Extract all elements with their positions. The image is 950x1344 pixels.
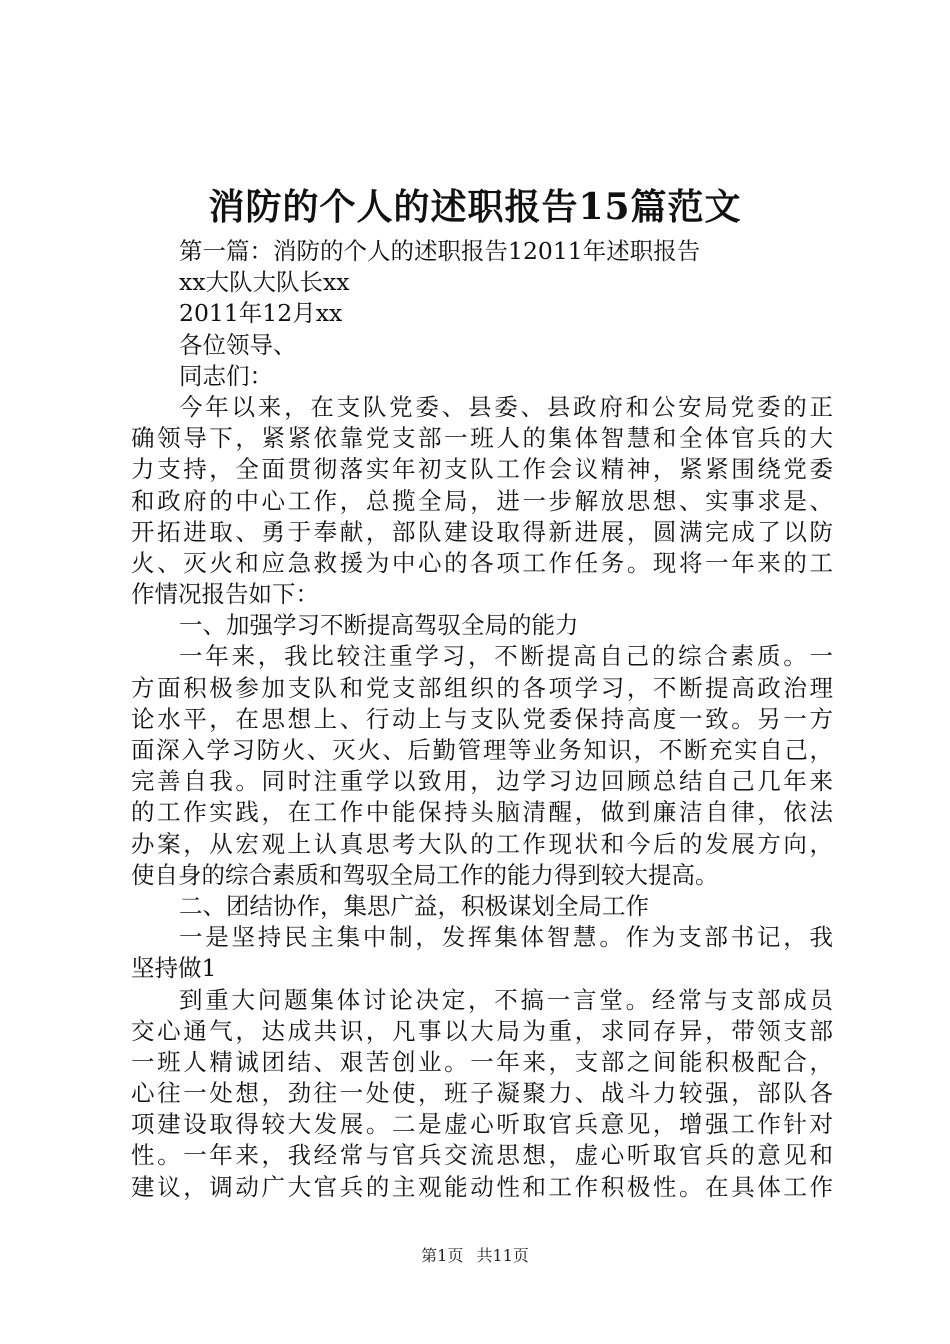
text-line: 2011年12月xx [179,299,343,328]
text-line: 作情况报告如下： [131,580,319,609]
page-number: 第1页 [421,1246,464,1265]
text-line: 一年来，我比较注重学习，不断提高自己的综合素质。一 [179,642,833,671]
text-line: 二、团结协作，集思广益，积极谋划全局工作 [179,891,649,920]
text-line: 同志们： [179,361,273,390]
text-line: xx大队大队长xx [179,268,350,297]
text-line: 各位领导、 [179,330,297,359]
text-line: 完善自我。同时注重学以致用，边学习边回顾总结自己几年来 [131,767,833,796]
text-line: 火、灭火和应急救援为中心的各项工作任务。现将一年来的工 [131,548,833,577]
text-line: 面深入学习防火、灭火、后勤管理等业务知识，不断充实自己， [131,736,833,764]
document-title: 消防的个人的述职报告15篇范文 [208,186,742,228]
text-line: 交心通气，达成共识，凡事以大局为重，求同存异，带领支部 [131,1016,833,1045]
text-line: 方面积极参加支队和党支部组织的各项学习，不断提高政治理 [131,673,833,702]
text-line: 心往一处想，劲往一处使，班子凝聚力、战斗力较强，部队各 [131,1079,833,1108]
document-body [131,236,833,1203]
text-line: 一是坚持民主集中制，发挥集体智慧。作为支部书记，我 [179,923,833,952]
text-line: 坚持做1 [131,954,217,983]
text-line: 的工作实践，在工作中能保持头脑清醒，做到廉洁自律，依法 [131,798,833,827]
text-line: 使自身的综合素质和驾驭全局工作的能力得到较大提高。 [131,860,719,889]
text-line: 性。一年来，我经常与官兵交流思想，虚心听取官兵的意见和 [131,1141,833,1170]
page-footer [0,1245,950,1267]
text-line: 到重大问题集体讨论决定，不搞一言堂。经常与支部成员 [179,985,833,1014]
text-line: 第一篇：消防的个人的述职报告12011年述职报告 [179,237,701,265]
text-line: 一、加强学习不断提高驾驭全局的能力 [179,611,579,640]
text-line: 确领导下，紧紧依靠党支部一班人的集体智慧和全体官兵的大 [131,424,833,453]
text-line: 力支持，全面贯彻落实年初支队工作会议精神，紧紧围绕党委 [131,455,833,484]
text-line: 项建设取得较大发展。二是虚心听取官兵意见，增强工作针对 [131,1110,833,1139]
text-line: 一班人精诚团结、艰苦创业。一年来，支部之间能积极配合， [131,1047,833,1076]
text-line: 今年以来，在支队党委、县委、县政府和公安局党委的正 [179,392,833,421]
text-line: 开拓进取、勇于奉献，部队建设取得新进展，圆满完成了以防 [131,517,833,546]
text-line: 建议，调动广大官兵的主观能动性和工作积极性。在具体工作 [131,1172,833,1201]
text-line: 和政府的中心工作，总揽全局，进一步解放思想、实事求是、 [131,486,833,515]
text-line: 论水平，在思想上、行动上与支队党委保持高度一致。另一方 [131,704,833,733]
text-line: 办案，从宏观上认真思考大队的工作现状和今后的发展方向， [131,829,833,858]
page-total: 共11页 [476,1246,529,1265]
